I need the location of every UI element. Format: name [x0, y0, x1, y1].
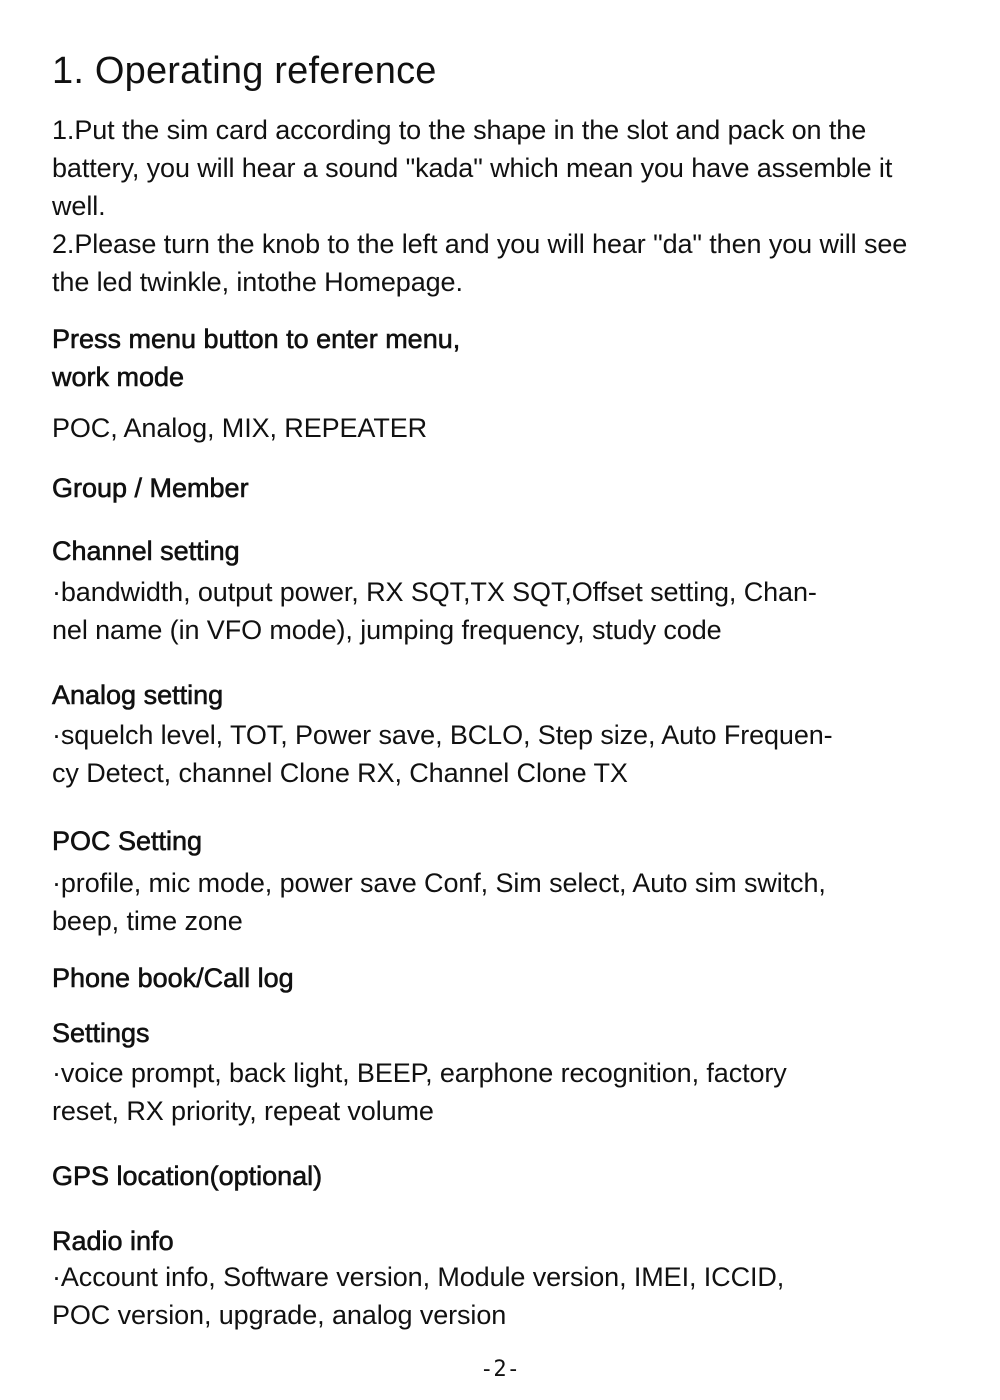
poc-setting-line-2: beep, time zone [52, 906, 243, 936]
group-member-heading: Group / Member [52, 473, 249, 503]
settings-line-2: reset, RX priority, repeat volume [52, 1096, 434, 1126]
phone-book-heading: Phone book/Call log [52, 963, 294, 993]
channel-setting-heading: Channel setting [52, 536, 240, 566]
analog-setting-heading: Analog setting [52, 680, 224, 710]
radio-info-line-1: ·Account info, Software version, Module version, IMEI, ICCID, [52, 1262, 785, 1292]
manual-page [52, 0, 922, 1400]
menu-heading-line-2: work mode [52, 362, 185, 392]
settings-line-1: ·voice prompt, back light, BEEP, earphone recognition, factory [52, 1058, 787, 1088]
work-mode-options: POC, Analog, MIX, REPEATER [52, 413, 428, 443]
page-title: 1. Operating reference [52, 50, 437, 92]
page-number: -2- [480, 1357, 520, 1382]
settings-heading: Settings [52, 1018, 150, 1048]
intro-step-2: 2.Please turn the knob to the left and you will hear "da" then you will see the led twinkle, intothe Homepage. [52, 229, 908, 297]
channel-setting-line-2: nel name (in VFO mode), jumping frequency, study code [52, 615, 722, 645]
gps-heading: GPS location(optional) [52, 1161, 323, 1191]
radio-info-heading: Radio info [52, 1226, 174, 1256]
intro-step-1: 1.Put the sim card according to the shape in the slot and pack on the battery, you will hear a sound "kada" which mean you have assemble it well. [52, 115, 893, 221]
menu-heading-line-1: Press menu button to enter menu, [52, 324, 461, 354]
channel-setting-line-1: ·bandwidth, output power, RX SQT,TX SQT,Offset setting, Chan- [52, 577, 817, 607]
analog-setting-line-2: cy Detect, channel Clone RX, Channel Clone TX [52, 758, 628, 788]
poc-setting-heading: POC Setting [52, 826, 203, 856]
poc-setting-line-1: ·profile, mic mode, power save Conf, Sim select, Auto sim switch, [52, 868, 826, 898]
analog-setting-line-1: ·squelch level, TOT, Power save, BCLO, Step size, Auto Frequen- [52, 720, 833, 750]
radio-info-line-2: POC version, upgrade, analog version [52, 1300, 507, 1330]
